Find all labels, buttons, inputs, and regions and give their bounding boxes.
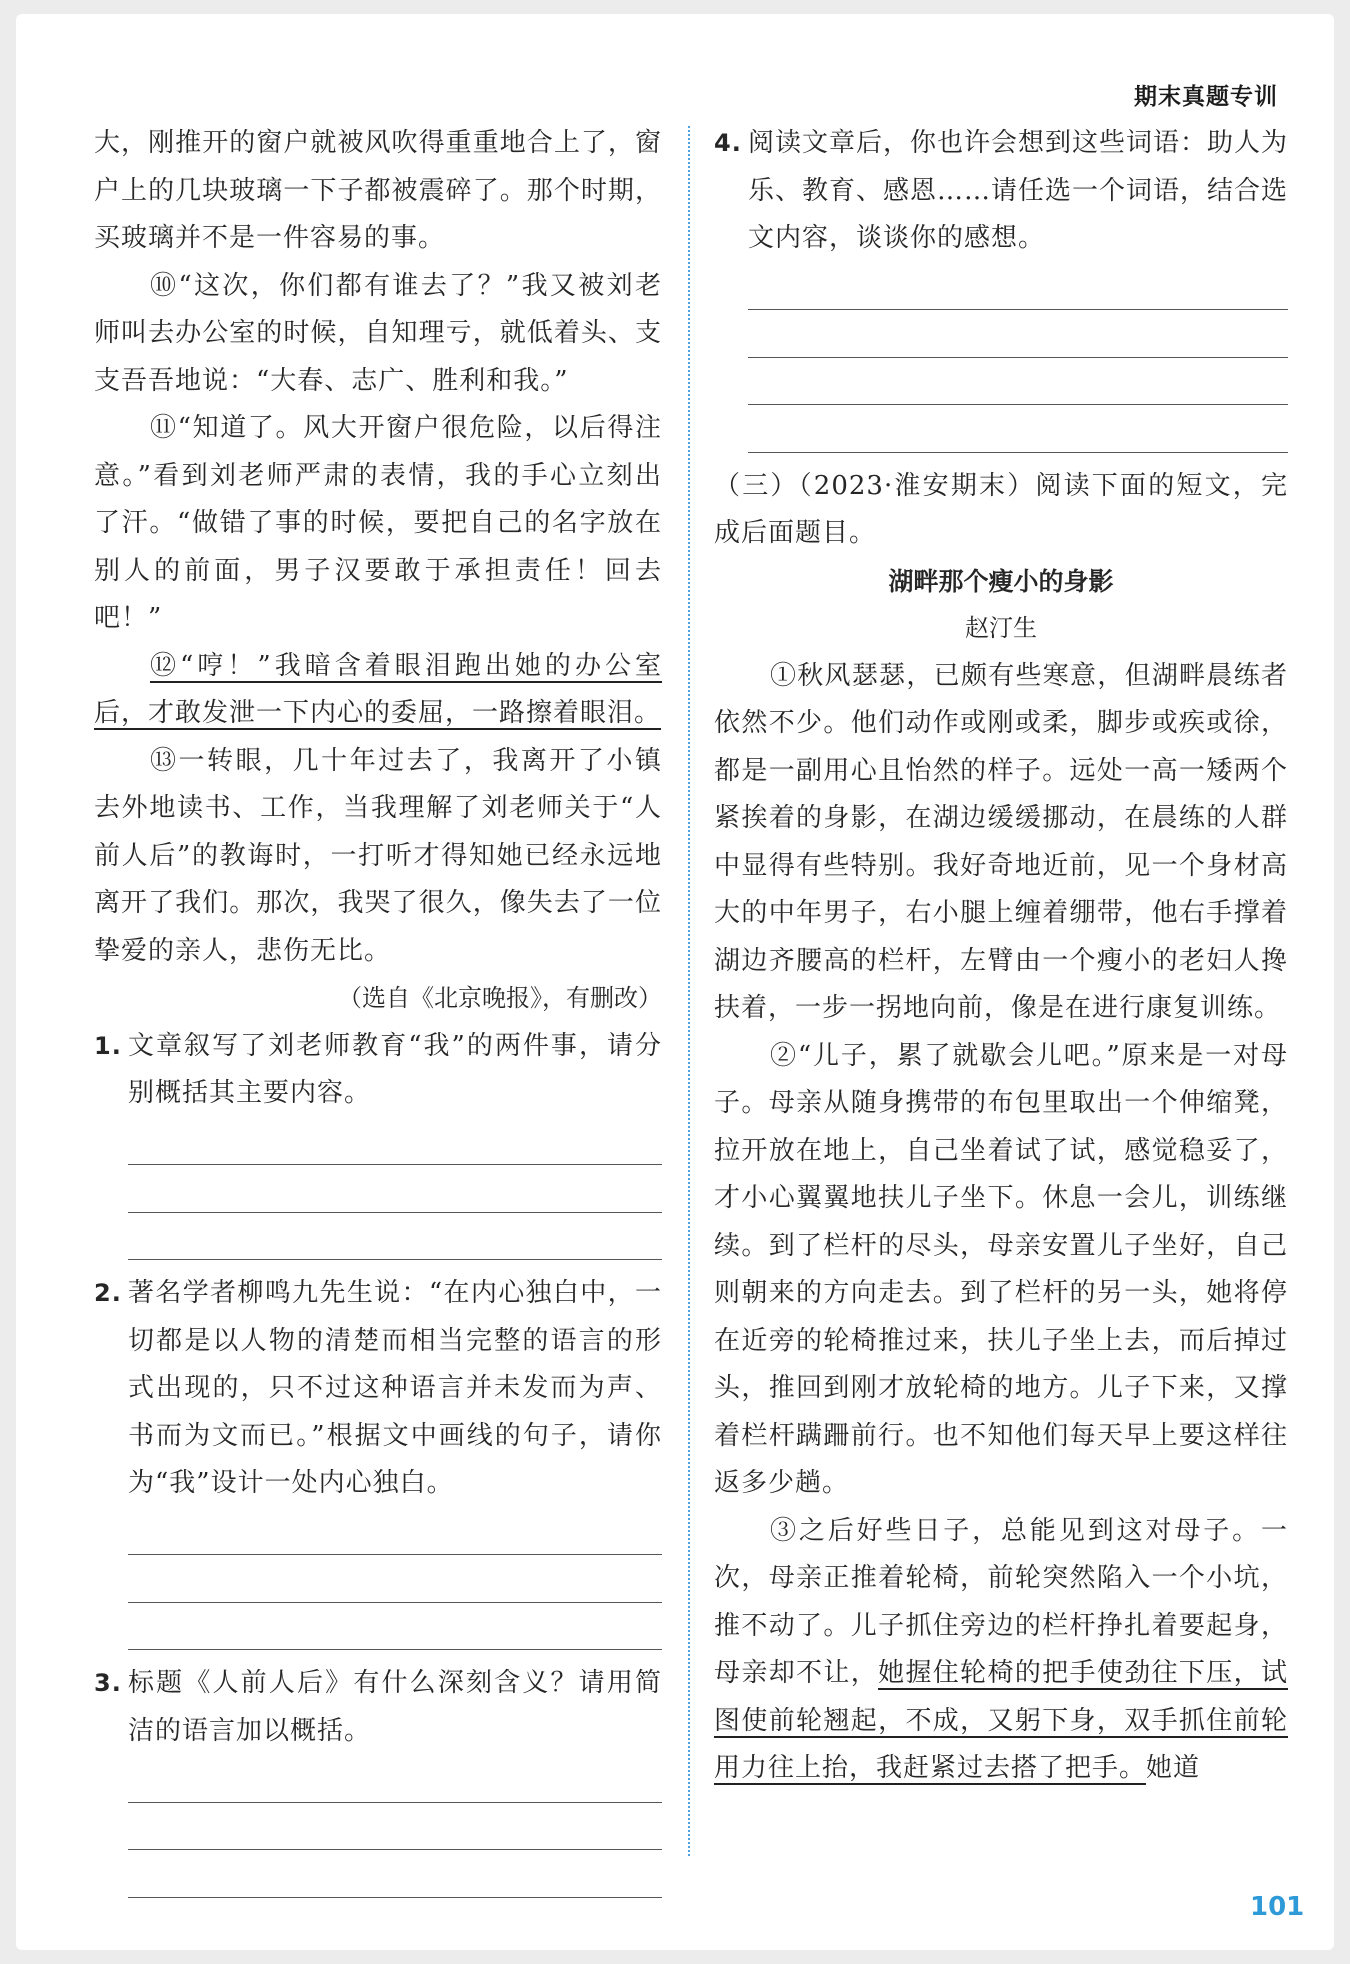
paragraph-3-start: ③之后好些日子，总能见到这对母子。一次，母亲正推着轮椅，前轮突然陷入一个小坑，推不动了。儿子抓住旁边的栏杆挣扎着要起身，母亲却不让，: [714, 1515, 1288, 1688]
answer-line[interactable]: [128, 1603, 662, 1651]
answer-line[interactable]: [128, 1118, 662, 1166]
question-2-number: 2.: [94, 1279, 122, 1307]
answer-line[interactable]: [128, 1803, 662, 1851]
answer-line[interactable]: [128, 1850, 662, 1898]
underlined-sentence: 她握住轮椅的把手使劲往下压，试图使前轮翘起，不成，又躬下身，双手抓住前轮用力往上抬，我赶紧过去搭了把手。: [714, 1658, 1288, 1783]
paragraph-2: ②“儿子，累了就歇会儿吧。”原来是一对母子。母亲从随身携带的布包里取出一个伸缩凳，拉开放在地上，自己坐着试了试，感觉稳妥了，才小心翼翼地扶儿子坐下。休息一会儿，训练继续。到了栏杆的尽头，母亲安置儿子坐好，自己则朝来的方向走去。到了栏杆的另一头，她将停在近旁的轮椅推过来，扶儿子坐上去，而后掉过头，推回到刚才放轮椅的地方。儿子下来，又撑着栏杆蹒跚前行。也不知他们每天早上要这样往返多少趟。: [714, 1040, 1288, 1498]
question-3-text: 标题《人前人后》有什么深刻含义？请用简洁的语言加以概括。: [128, 1668, 662, 1746]
paragraph-1: ①秋风瑟瑟，已颇有些寒意，但湖畔晨练者依然不少。他们动作或刚或柔，脚步或疾或徐，都是一副用心且怡然的样子。远处一高一矮两个紧挨着的身影，在湖边缓缓挪动，在晨练的人群中显得有些特别。我好奇地近前，见一个身材高大的中年男子，右小腿上缠着绷带，他右手撑着湖边齐腰高的栏杆，左臂由一个瘦小的老妇人搀扶着，一步一拐地向前，像是在进行康复训练。: [714, 660, 1288, 1023]
question-4: [714, 120, 1288, 263]
header-title: 期末真题专训: [1134, 84, 1278, 110]
paragraph-3: [714, 1508, 1288, 1793]
question-1-text: 文章叙写了刘老师教育“我”的两件事，请分别概括其主要内容。: [128, 1030, 662, 1108]
answer-line[interactable]: [748, 310, 1288, 358]
answer-line[interactable]: [128, 1213, 662, 1261]
article-author: 赵汀生: [965, 614, 1037, 642]
source-citation: （选自《北京晚报》，有删改）: [338, 984, 662, 1012]
answer-line[interactable]: [748, 263, 1288, 311]
question-2-text: 著名学者柳鸣九先生说：“在内心独白中，一切都是以人物的清楚而相当完整的语言的形式出现的，只不过这种语言并未发而为声、书而为文而已。”根据文中画线的句子，请你为“我”设计一处内心独白。: [128, 1278, 662, 1498]
page: [16, 14, 1334, 1950]
question-2: [94, 1270, 662, 1508]
paragraph-13: ⑬一转眼，几十年过去了，我离开了小镇去外地读书、工作，当我理解了刘老师关于“人前人后”的教诲时，一打听才得知她已经永远地离开了我们。那次，我哭了很久，像失去了一位挚爱的亲人，悲伤无比。: [94, 745, 662, 966]
answer-lines-2[interactable]: [94, 1508, 662, 1651]
answer-line[interactable]: [128, 1755, 662, 1803]
answer-lines-3[interactable]: [94, 1755, 662, 1898]
answer-line[interactable]: [128, 1555, 662, 1603]
right-column: [714, 120, 1288, 1793]
answer-line[interactable]: [748, 358, 1288, 406]
answer-line[interactable]: [128, 1508, 662, 1556]
paragraph-continued: 大，刚推开的窗户就被风吹得重重地合上了，窗户上的几块玻璃一下子都被震碎了。那个时期，买玻璃并不是一件容易的事。: [94, 128, 662, 253]
column-divider: [688, 126, 690, 1856]
article-title: 湖畔那个瘦小的身影: [888, 566, 1114, 596]
question-4-text: 阅读文章后，你也许会想到这些词语：助人为乐、教育、感恩……请任选一个词语，结合选文内容，谈谈你的感想。: [748, 128, 1289, 253]
underlined-sentence-start: ⑫“哼！”: [150, 650, 272, 681]
left-column: [94, 120, 662, 1898]
question-4-number: 4.: [714, 129, 742, 157]
paragraph-11: ⑪“知道了。风大开窗户很危险，以后得注意。”看到刘老师严肃的表情，我的手心立刻出了汗。“做错了事的时候，要把自己的名字放在别人的前面，男子汉要敢于承担责任！回去吧！”: [94, 413, 662, 633]
section-intro: （三）（2023·淮安期末）阅读下面的短文，完成后面题目。: [714, 470, 1288, 548]
answer-lines-4[interactable]: [714, 263, 1288, 453]
answer-line[interactable]: [748, 405, 1288, 453]
page-number: 101: [1250, 1892, 1305, 1922]
question-3-number: 3.: [94, 1669, 122, 1697]
paragraph-10: ⑩“这次，你们都有谁去了？”我又被刘老师叫去办公室的时候，自知理亏，就低着头、支支吾吾地说：“大春、志广、胜利和我。”: [94, 270, 662, 396]
question-3: [94, 1660, 662, 1755]
paragraph-3-end: 她道: [1146, 1753, 1201, 1783]
answer-line[interactable]: [128, 1165, 662, 1213]
paragraph-12: [94, 643, 662, 738]
answer-lines-1[interactable]: [94, 1118, 662, 1261]
question-1: [94, 1023, 662, 1118]
question-1-number: 1.: [94, 1031, 122, 1060]
underlined-sentence: 我暗含着眼泪跑出她的办公室后，才敢发泄一下内心的委屈，一路擦着眼泪。: [94, 650, 662, 728]
